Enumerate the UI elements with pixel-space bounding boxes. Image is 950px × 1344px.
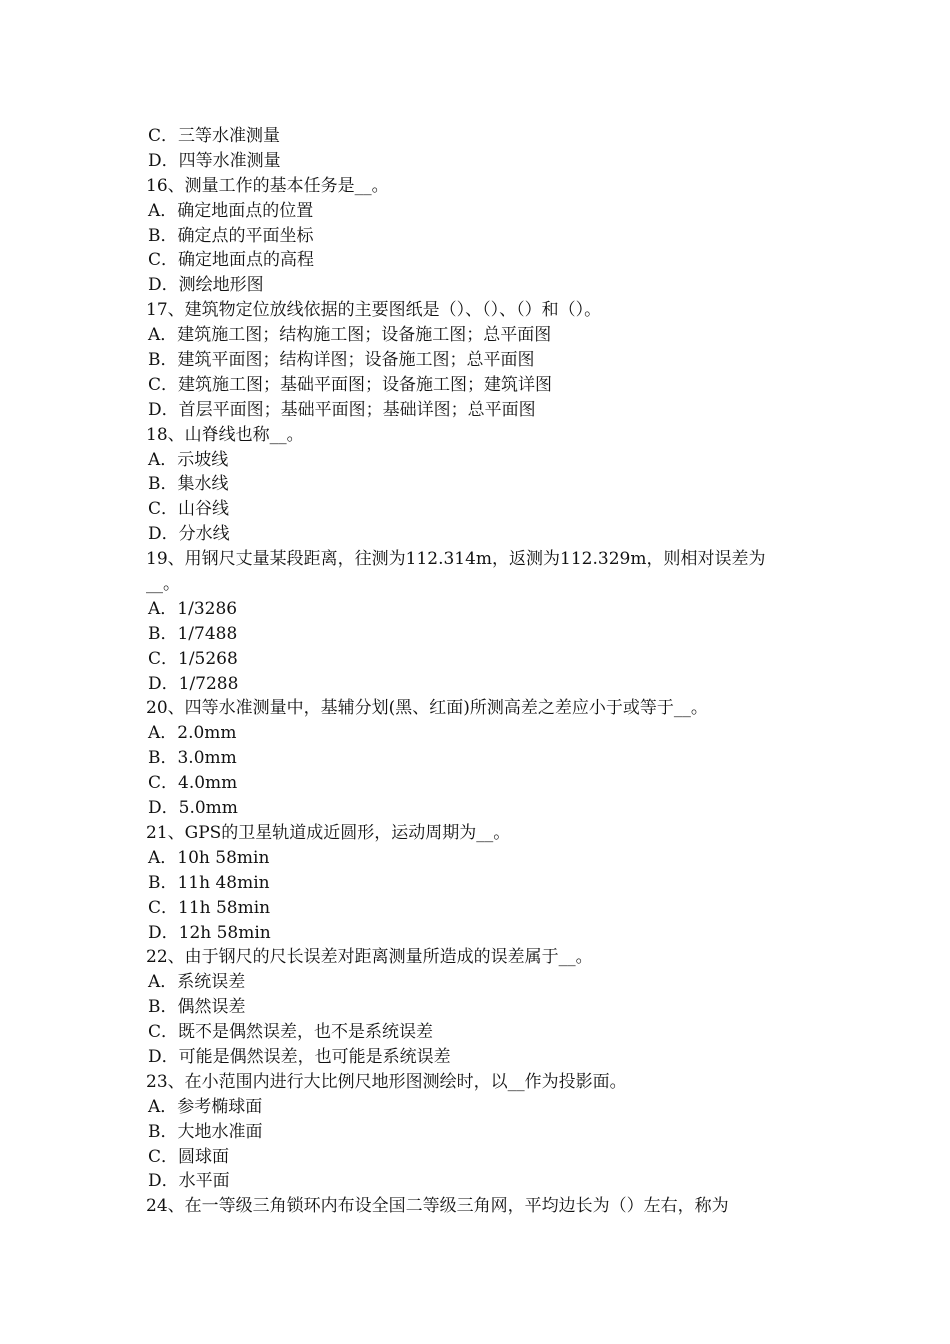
answer-option: C．1/5268 bbox=[148, 648, 238, 669]
answer-option: C．11h 58min bbox=[148, 897, 271, 918]
answer-option: D．5.0mm bbox=[148, 798, 238, 819]
answer-option: D．测绘地形图 bbox=[148, 275, 264, 296]
answer-option: C．既不是偶然误差，也不是系统误差 bbox=[148, 1022, 434, 1043]
answer-option: D．首层平面图；基础平面图；基础详图；总平面图 bbox=[148, 399, 536, 420]
question-text: 19、用钢尺丈量某段距离，往测为112.314m，返测为112.329m，则相对误差为 bbox=[146, 549, 766, 570]
answer-option: B．大地水准面 bbox=[148, 1121, 263, 1142]
answer-option: C．确定地面点的高程 bbox=[148, 250, 315, 271]
question-text: 18、山脊线也称__。 bbox=[146, 424, 304, 445]
answer-option: C．4.0mm bbox=[148, 773, 238, 794]
answer-option: C．圆球面 bbox=[148, 1146, 230, 1167]
answer-option: A．示坡线 bbox=[148, 449, 229, 470]
answer-option: D．1/7288 bbox=[148, 673, 239, 694]
answer-option: B．偶然误差 bbox=[148, 997, 246, 1018]
answer-option: A．建筑施工图；结构施工图；设备施工图；总平面图 bbox=[148, 325, 552, 346]
answer-option: A．参考椭球面 bbox=[148, 1096, 263, 1117]
answer-option: B．11h 48min bbox=[148, 872, 270, 893]
answer-option: A．确定地面点的位置 bbox=[148, 200, 314, 221]
question-text: __。 bbox=[146, 574, 180, 595]
question-text: 21、GPS的卫星轨道成近圆形，运动周期为__。 bbox=[146, 822, 511, 843]
question-list bbox=[146, 124, 810, 1219]
answer-option: C．建筑施工图；基础平面图；设备施工图；建筑详图 bbox=[148, 374, 553, 395]
answer-option: A．1/3286 bbox=[148, 598, 238, 619]
answer-option: C．三等水准测量 bbox=[148, 126, 281, 146]
question-text: 22、由于钢尺的尺长误差对距离测量所造成的误差属于__。 bbox=[146, 947, 593, 968]
answer-option: D．四等水准测量 bbox=[148, 150, 281, 171]
answer-option: C．山谷线 bbox=[148, 499, 230, 520]
answer-option: B．1/7488 bbox=[148, 623, 238, 644]
answer-option: B．建筑平面图；结构详图；设备施工图；总平面图 bbox=[148, 350, 535, 371]
question-text: 24、在一等级三角锁环内布设全国二等级三角网，平均边长为（）左右，称为 bbox=[146, 1196, 729, 1217]
question-text: 16、测量工作的基本任务是__。 bbox=[146, 175, 389, 196]
answer-option: A．10h 58min bbox=[148, 847, 270, 868]
answer-option: D．12h 58min bbox=[148, 922, 271, 943]
answer-option: B．3.0mm bbox=[148, 748, 237, 769]
answer-option: B．集水线 bbox=[148, 474, 229, 495]
answer-option: D．可能是偶然误差，也可能是系统误差 bbox=[148, 1046, 451, 1067]
question-text: 23、在小范围内进行大比例尺地形图测绘时，以__作为投影面。 bbox=[146, 1071, 627, 1092]
question-text: 17、建筑物定位放线依据的主要图纸是（）、（）、（）和（）。 bbox=[146, 300, 602, 321]
question-text: 20、四等水准测量中，基辅分划(黑、红面)所测高差之差应小于或等于__。 bbox=[146, 698, 708, 719]
answer-option: D．水平面 bbox=[148, 1171, 230, 1192]
answer-option: A．2.0mm bbox=[148, 723, 237, 744]
answer-option: B．确定点的平面坐标 bbox=[148, 225, 314, 246]
answer-option: D．分水线 bbox=[148, 524, 230, 545]
answer-option: A．系统误差 bbox=[148, 972, 246, 993]
